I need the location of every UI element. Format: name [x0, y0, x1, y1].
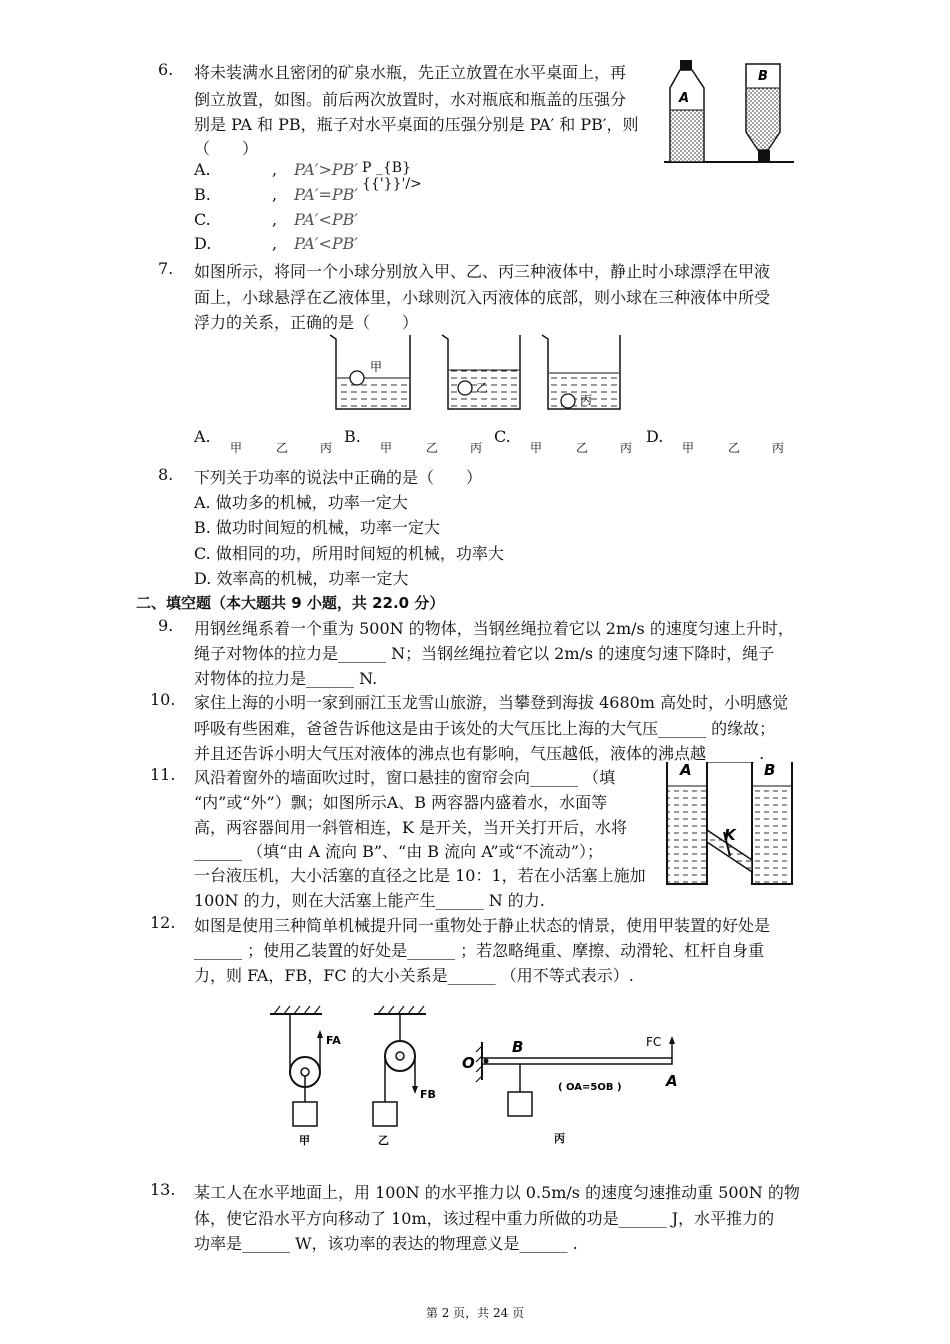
q6-line-4: （ ）: [194, 139, 259, 158]
q6-option-c[interactable]: C. , PA′<PB′: [194, 210, 359, 229]
connected-containers-figure: [664, 760, 796, 890]
q6-option-b[interactable]: B. , PA′=PB′: [194, 185, 359, 204]
q12-number: 12.: [150, 913, 176, 932]
q11-line-4: ______ （填“由 A 流向 B”、“由 B 流向 A”或“不流动”）；: [194, 842, 603, 861]
q13-number: 13.: [150, 1180, 176, 1199]
q7-options: A. 甲 乙 丙 B. 甲 乙 丙 C. 甲 乙 丙 D. 甲 乙 丙: [194, 427, 785, 455]
fa-label: FA: [326, 1034, 341, 1047]
bottle-b-label: B: [758, 69, 768, 84]
beaker-bing-label: 丙: [580, 393, 593, 407]
q10-line-1: 家住上海的小明一家到丽江玉龙雪山旅游，当攀登到海拔 4680m 高处时，小明感觉: [194, 693, 789, 712]
fb-label: FB: [420, 1088, 436, 1101]
ball-yi: [458, 381, 472, 395]
q6-option-d[interactable]: D. , PA′<PB′: [194, 234, 359, 253]
container-b-label: B: [764, 761, 776, 779]
bottle-a-label: A: [679, 91, 690, 106]
q6-line-1: 将未装满水且密闭的矿泉水瓶，先正立放置在水平桌面上，再: [194, 63, 627, 82]
lever-bing: [462, 1035, 678, 1145]
q7-option-d[interactable]: D.: [646, 427, 664, 446]
q7-number: 7.: [158, 259, 174, 278]
container-a-label: A: [680, 761, 692, 779]
q12-line-1: 如图是使用三种简单机械提升同一重物处于静止状态的情景，使用甲装置的好处是: [194, 916, 771, 935]
beaker-yi-label: 乙: [476, 381, 489, 395]
q7-line-3: 浮力的关系，正确的是（ ）: [194, 313, 419, 332]
q11-number: 11.: [150, 765, 176, 784]
section-heading-fill-in: 二、填空题（本大题共 9 小题，共 22.0 分）: [136, 594, 445, 612]
q9-line-2: 绳子对物体的拉力是______ N；当钢丝绳拉着它以 2m/s 的速度匀速下降时，绳子: [194, 644, 775, 663]
beaker-yi: [442, 335, 520, 409]
machines-figure: [262, 1006, 694, 1152]
q12-line-2: ______ ；使用乙装置的好处是______ ；若忽略绳重、摩擦、动滑轮、杠杆自身重: [194, 941, 765, 960]
q13-line-1: 某工人在水平地面上，用 100N 的水平推力以 0.5m/s 的速度匀速推动重 500N 的物: [194, 1183, 800, 1202]
q8-stem: 下列关于功率的说法中正确的是（ ）: [194, 468, 483, 487]
q11-line-1: 风沿着窗外的墙面吹过时，窗口悬挂的窗帘会向______ （填: [194, 768, 616, 787]
jia-label: 甲: [299, 1134, 310, 1147]
q13-line-2: 体，使它沿水平方向移动了 10m，该过程中重力所做的功是______ J，水平推力的: [194, 1209, 775, 1228]
beaker-jia: [330, 335, 410, 409]
q7-line-1: 如图所示，将同一个小球分别放入甲、乙、丙三种液体中，静止时小球漂浮在甲液: [194, 262, 771, 281]
fc-label: FC: [646, 1035, 662, 1049]
q8-option-a[interactable]: A. 做功多的机械，功率一定大: [194, 493, 408, 512]
pulley-yi: [373, 1006, 436, 1147]
page-footer: 第 2 页，共 24 页: [425, 1306, 525, 1320]
q7-option-a[interactable]: A.: [194, 427, 211, 446]
b-label: B: [512, 1038, 524, 1056]
valve-k-label: K: [724, 826, 736, 844]
q8-number: 8.: [158, 465, 174, 484]
bottle-b: [746, 64, 780, 161]
a-label: A: [666, 1072, 678, 1090]
q10-number: 10.: [150, 690, 176, 709]
q7-option-b[interactable]: B.: [344, 427, 361, 446]
q8-option-c[interactable]: C. 做相同的功，所用时间短的机械，功率大: [194, 544, 504, 563]
bottle-a: [670, 60, 704, 162]
q10-line-3: 并且还告诉小明大气压对液体的沸点也有影响，气压越低，液体的沸点越______ .: [194, 744, 765, 763]
q9-line-1: 用钢丝绳系着一个重为 500N 的物体，当钢丝绳拉着它以 2m/s 的速度匀速上升时，: [194, 619, 794, 638]
q8-option-b[interactable]: B. 做功时间短的机械，功率一定大: [194, 518, 440, 537]
q8-option-d[interactable]: D. 效率高的机械，功率一定大: [194, 569, 409, 588]
oa-ob-note: ( OA=5OB ): [558, 1082, 622, 1093]
q6-option-a[interactable]: A. , PA′>PB′ P _{B}{{'}}'/>: [194, 160, 422, 192]
q6-number: 6.: [158, 60, 174, 79]
q7-line-2: 面上，小球悬浮在乙液体里，小球则沉入丙液体的底部，则小球在三种液体中所受: [194, 288, 771, 307]
q11-line-5: 一台液压机，大小活塞的直径之比是 10：1，若在小活塞上施加: [194, 866, 646, 885]
bing-label: 丙: [554, 1132, 565, 1145]
q9-number: 9.: [158, 616, 174, 635]
beaker-bing: [542, 335, 620, 409]
o-label: O: [462, 1054, 475, 1072]
q12-line-3: 力，则 FA，FB，FC 的大小关系是______ （用不等式表示）.: [194, 966, 634, 985]
q9-line-3: 对物体的拉力是______ N.: [194, 669, 378, 688]
q10-line-2: 呼吸有些困难，爸爸告诉他这是由于该处的大气压比上海的大气压______ 的缘故；: [194, 719, 776, 738]
q7-option-c[interactable]: C.: [494, 427, 511, 446]
q6-line-2: 倒立放置，如图。前后两次放置时，水对瓶底和瓶盖的压强分: [194, 90, 627, 109]
q6-line-3: 别是 PA 和 PB，瓶子对水平桌面的压强分别是 PA′ 和 PB′，则: [194, 115, 639, 134]
beakers-figure: [330, 333, 630, 413]
beaker-jia-label: 甲: [370, 360, 383, 374]
q13-line-3: 功率是______ W，该功率的表达的物理意义是______ .: [194, 1234, 578, 1253]
bottle-figure: [664, 58, 794, 168]
pulley-jia: [270, 1006, 341, 1147]
ball-bing: [561, 394, 575, 408]
q11-line-2: “内”或“外”）飘；如图所示A、B 两容器内盛着水，水面等: [194, 793, 608, 812]
q11-line-3: 高，两容器间用一斜管相连，K 是开关，当开关打开后，水将: [194, 818, 628, 837]
yi-label: 乙: [378, 1134, 389, 1147]
ball-jia: [350, 371, 364, 385]
q11-line-6: 100N 的力，则在大活塞上能产生______ N 的力.: [194, 891, 545, 910]
